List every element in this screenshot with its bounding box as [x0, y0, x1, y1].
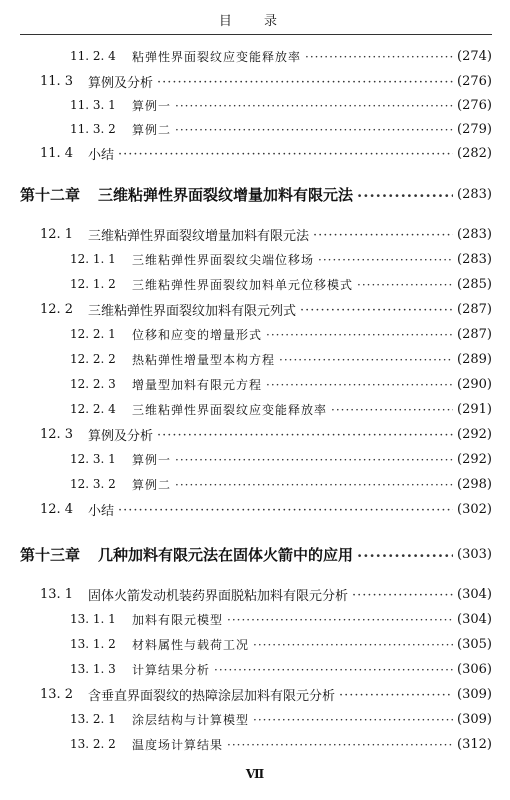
toc-entry-sub — [0, 272, 510, 296]
toc-entry-page: (287) — [457, 326, 492, 342]
toc-entry-sub — [0, 447, 510, 471]
toc-entry-sub — [0, 44, 510, 68]
toc-entry-title: 算例一 — [132, 452, 172, 467]
dot-leader — [157, 75, 453, 88]
toc-entry-number: 12. 2 — [40, 301, 74, 317]
toc-entry-number: 11. 3. 2 — [70, 122, 116, 136]
toc-entry-title: 材料属性与载荷工况 — [132, 637, 250, 652]
toc-entry-title: 算例二 — [132, 122, 172, 137]
toc-entry-sec — [0, 222, 510, 246]
toc-entry-number: 12. 2. 4 — [70, 402, 116, 416]
toc-entry-number: 12. 1. 2 — [70, 277, 116, 291]
dot-leader — [175, 123, 453, 135]
toc-entry-number: 11. 3. 1 — [70, 98, 116, 112]
toc-entry-title: 温度场计算结果 — [132, 737, 224, 752]
dot-leader — [357, 187, 453, 202]
dot-leader — [279, 353, 453, 365]
toc-entry-title: 算例及分析 — [88, 428, 154, 444]
toc-entry-sec — [0, 69, 510, 93]
toc-entry-number: 12. 4 — [40, 501, 74, 517]
toc-entry-title: 算例二 — [132, 477, 172, 492]
dot-leader — [175, 99, 453, 111]
toc-entry-title: 三维粘弹性界面裂纹应变能释放率 — [132, 402, 328, 417]
header-rule — [20, 34, 492, 35]
dot-leader — [266, 378, 453, 390]
toc-entry-page: (276) — [457, 73, 492, 89]
toc-entry-number: 12. 3. 2 — [70, 477, 116, 491]
page-header-title: 目 录 — [218, 14, 292, 29]
toc-entry-page: (304) — [457, 611, 492, 627]
toc-entry-page: (292) — [457, 426, 492, 442]
toc-entry-page: (282) — [457, 145, 492, 161]
toc-entry-sub — [0, 632, 510, 656]
dot-leader — [227, 738, 453, 750]
toc-entry-number: 13. 1. 3 — [70, 662, 116, 676]
toc-entry-page: (289) — [457, 351, 492, 367]
dot-leader — [305, 50, 453, 62]
toc-entry-title: 三维粘弹性界面裂纹加料单元位移模式 — [132, 277, 354, 292]
toc-entry-title: 算例及分析 — [88, 75, 154, 91]
toc-entry-page: (306) — [457, 661, 492, 677]
toc-entry-title: 小结 — [88, 147, 115, 163]
toc-entry-title: 三维粘弹性界面裂纹增量加料有限元法 — [88, 228, 310, 244]
toc-entry-page: (298) — [457, 476, 492, 492]
dot-leader — [357, 278, 453, 290]
toc-entry-number: 第十二章 — [20, 185, 81, 204]
toc-entry-page: (309) — [457, 711, 492, 727]
toc-entry-number: 11. 4 — [40, 145, 74, 161]
toc-entry-sub — [0, 607, 510, 631]
toc-entry-sub — [0, 322, 510, 346]
toc-entry-page: (283) — [457, 186, 492, 202]
toc-entry-number: 11. 2. 4 — [70, 49, 116, 63]
toc-entry-title: 热粘弹性增量型本构方程 — [132, 352, 276, 367]
toc-entry-chap — [0, 182, 510, 206]
toc-entry-number: 12. 3 — [40, 426, 74, 442]
toc-entry-page: (283) — [457, 251, 492, 267]
toc-entry-page: (279) — [457, 121, 492, 137]
dot-leader — [175, 478, 453, 490]
toc-entry-page: (276) — [457, 97, 492, 113]
toc-entry-title: 算例一 — [132, 98, 172, 113]
dot-leader — [118, 503, 453, 516]
dot-leader — [313, 228, 453, 241]
toc-entry-title: 位移和应变的增量形式 — [132, 327, 263, 342]
dot-leader — [253, 638, 453, 650]
toc-entry-sec — [0, 422, 510, 446]
toc-entry-page: (291) — [457, 401, 492, 417]
toc-entry-title: 增量型加料有限元方程 — [132, 377, 263, 392]
toc-entry-sub — [0, 347, 510, 371]
toc-entry-title: 粘弹性界面裂纹应变能释放率 — [132, 49, 302, 64]
dot-leader — [214, 663, 453, 675]
toc-entry-title: 固体火箭发动机装药界面脱粘加料有限元分析 — [88, 588, 349, 604]
toc-entry-sec — [0, 141, 510, 165]
toc-entry-number: 13. 2 — [40, 686, 74, 702]
toc-entry-number: 13. 2. 1 — [70, 712, 116, 726]
dot-leader — [352, 588, 453, 601]
page-number: Ⅶ — [245, 767, 265, 781]
toc-entry-title: 几种加料有限元法在固体火箭中的应用 — [98, 545, 354, 564]
dot-leader — [157, 428, 453, 441]
dot-leader — [339, 688, 453, 701]
toc-entry-page: (292) — [457, 451, 492, 467]
toc-entry-sub — [0, 397, 510, 421]
toc-entry-sec — [0, 297, 510, 321]
dot-leader — [253, 713, 453, 725]
toc-entry-sub — [0, 247, 510, 271]
toc-entry-number: 12. 2. 3 — [70, 377, 116, 391]
toc-entry-title: 含垂直界面裂纹的热障涂层加料有限元分析 — [88, 688, 336, 704]
toc-entry-number: 12. 2. 2 — [70, 352, 116, 366]
dot-leader — [357, 547, 453, 562]
toc-entry-number: 13. 1. 1 — [70, 612, 116, 626]
toc-entry-number: 第十三章 — [20, 545, 81, 564]
toc-entry-sub — [0, 732, 510, 756]
toc-entry-page: (285) — [457, 276, 492, 292]
dot-leader — [318, 253, 453, 265]
toc-entry-title: 计算结果分析 — [132, 662, 211, 677]
toc-entry-sec — [0, 582, 510, 606]
toc-entry-sub — [0, 707, 510, 731]
toc-entry-number: 12. 1. 1 — [70, 252, 116, 266]
toc-entry-sec — [0, 682, 510, 706]
toc-entry-number: 13. 1 — [40, 586, 74, 602]
toc-entry-title: 小结 — [88, 503, 115, 519]
dot-leader — [266, 328, 453, 340]
toc-entry-page: (274) — [457, 48, 492, 64]
toc-entry-sub — [0, 117, 510, 141]
toc-entry-number: 12. 1 — [40, 226, 74, 242]
toc-entry-page: (309) — [457, 686, 492, 702]
toc-entry-page: (283) — [457, 226, 492, 242]
toc-entry-page: (287) — [457, 301, 492, 317]
toc-entry-chap — [0, 542, 510, 566]
dot-leader — [118, 147, 453, 160]
toc-entry-title: 三维粘弹性界面裂纹增量加料有限元法 — [98, 185, 354, 204]
toc-entry-title: 三维粘弹性界面裂纹加料有限元列式 — [88, 303, 297, 319]
toc-entry-sub — [0, 657, 510, 681]
toc-entry-title: 加料有限元模型 — [132, 612, 224, 627]
toc-entry-sub — [0, 472, 510, 496]
dot-leader — [331, 403, 453, 415]
toc-entry-number: 13. 1. 2 — [70, 637, 116, 651]
toc-entry-number: 12. 2. 1 — [70, 327, 116, 341]
dot-leader — [227, 613, 453, 625]
toc-entry-number: 11. 3 — [40, 73, 74, 89]
toc-entry-page: (290) — [457, 376, 492, 392]
toc-entry-number: 13. 2. 2 — [70, 737, 116, 751]
dot-leader — [300, 303, 453, 316]
toc-entry-number: 12. 3. 1 — [70, 452, 116, 466]
toc-entry-page: (304) — [457, 586, 492, 602]
toc-entry-page: (305) — [457, 636, 492, 652]
toc-entry-sec — [0, 497, 510, 521]
dot-leader — [175, 453, 453, 465]
toc-entry-title: 三维粘弹性界面裂纹尖端位移场 — [132, 252, 315, 267]
toc-entry-page: (303) — [457, 546, 492, 562]
toc-entry-page: (312) — [457, 736, 492, 752]
toc-entry-sub — [0, 372, 510, 396]
toc-entry-page: (302) — [457, 501, 492, 517]
toc-entry-title: 涂层结构与计算模型 — [132, 712, 250, 727]
toc-entry-sub — [0, 93, 510, 117]
